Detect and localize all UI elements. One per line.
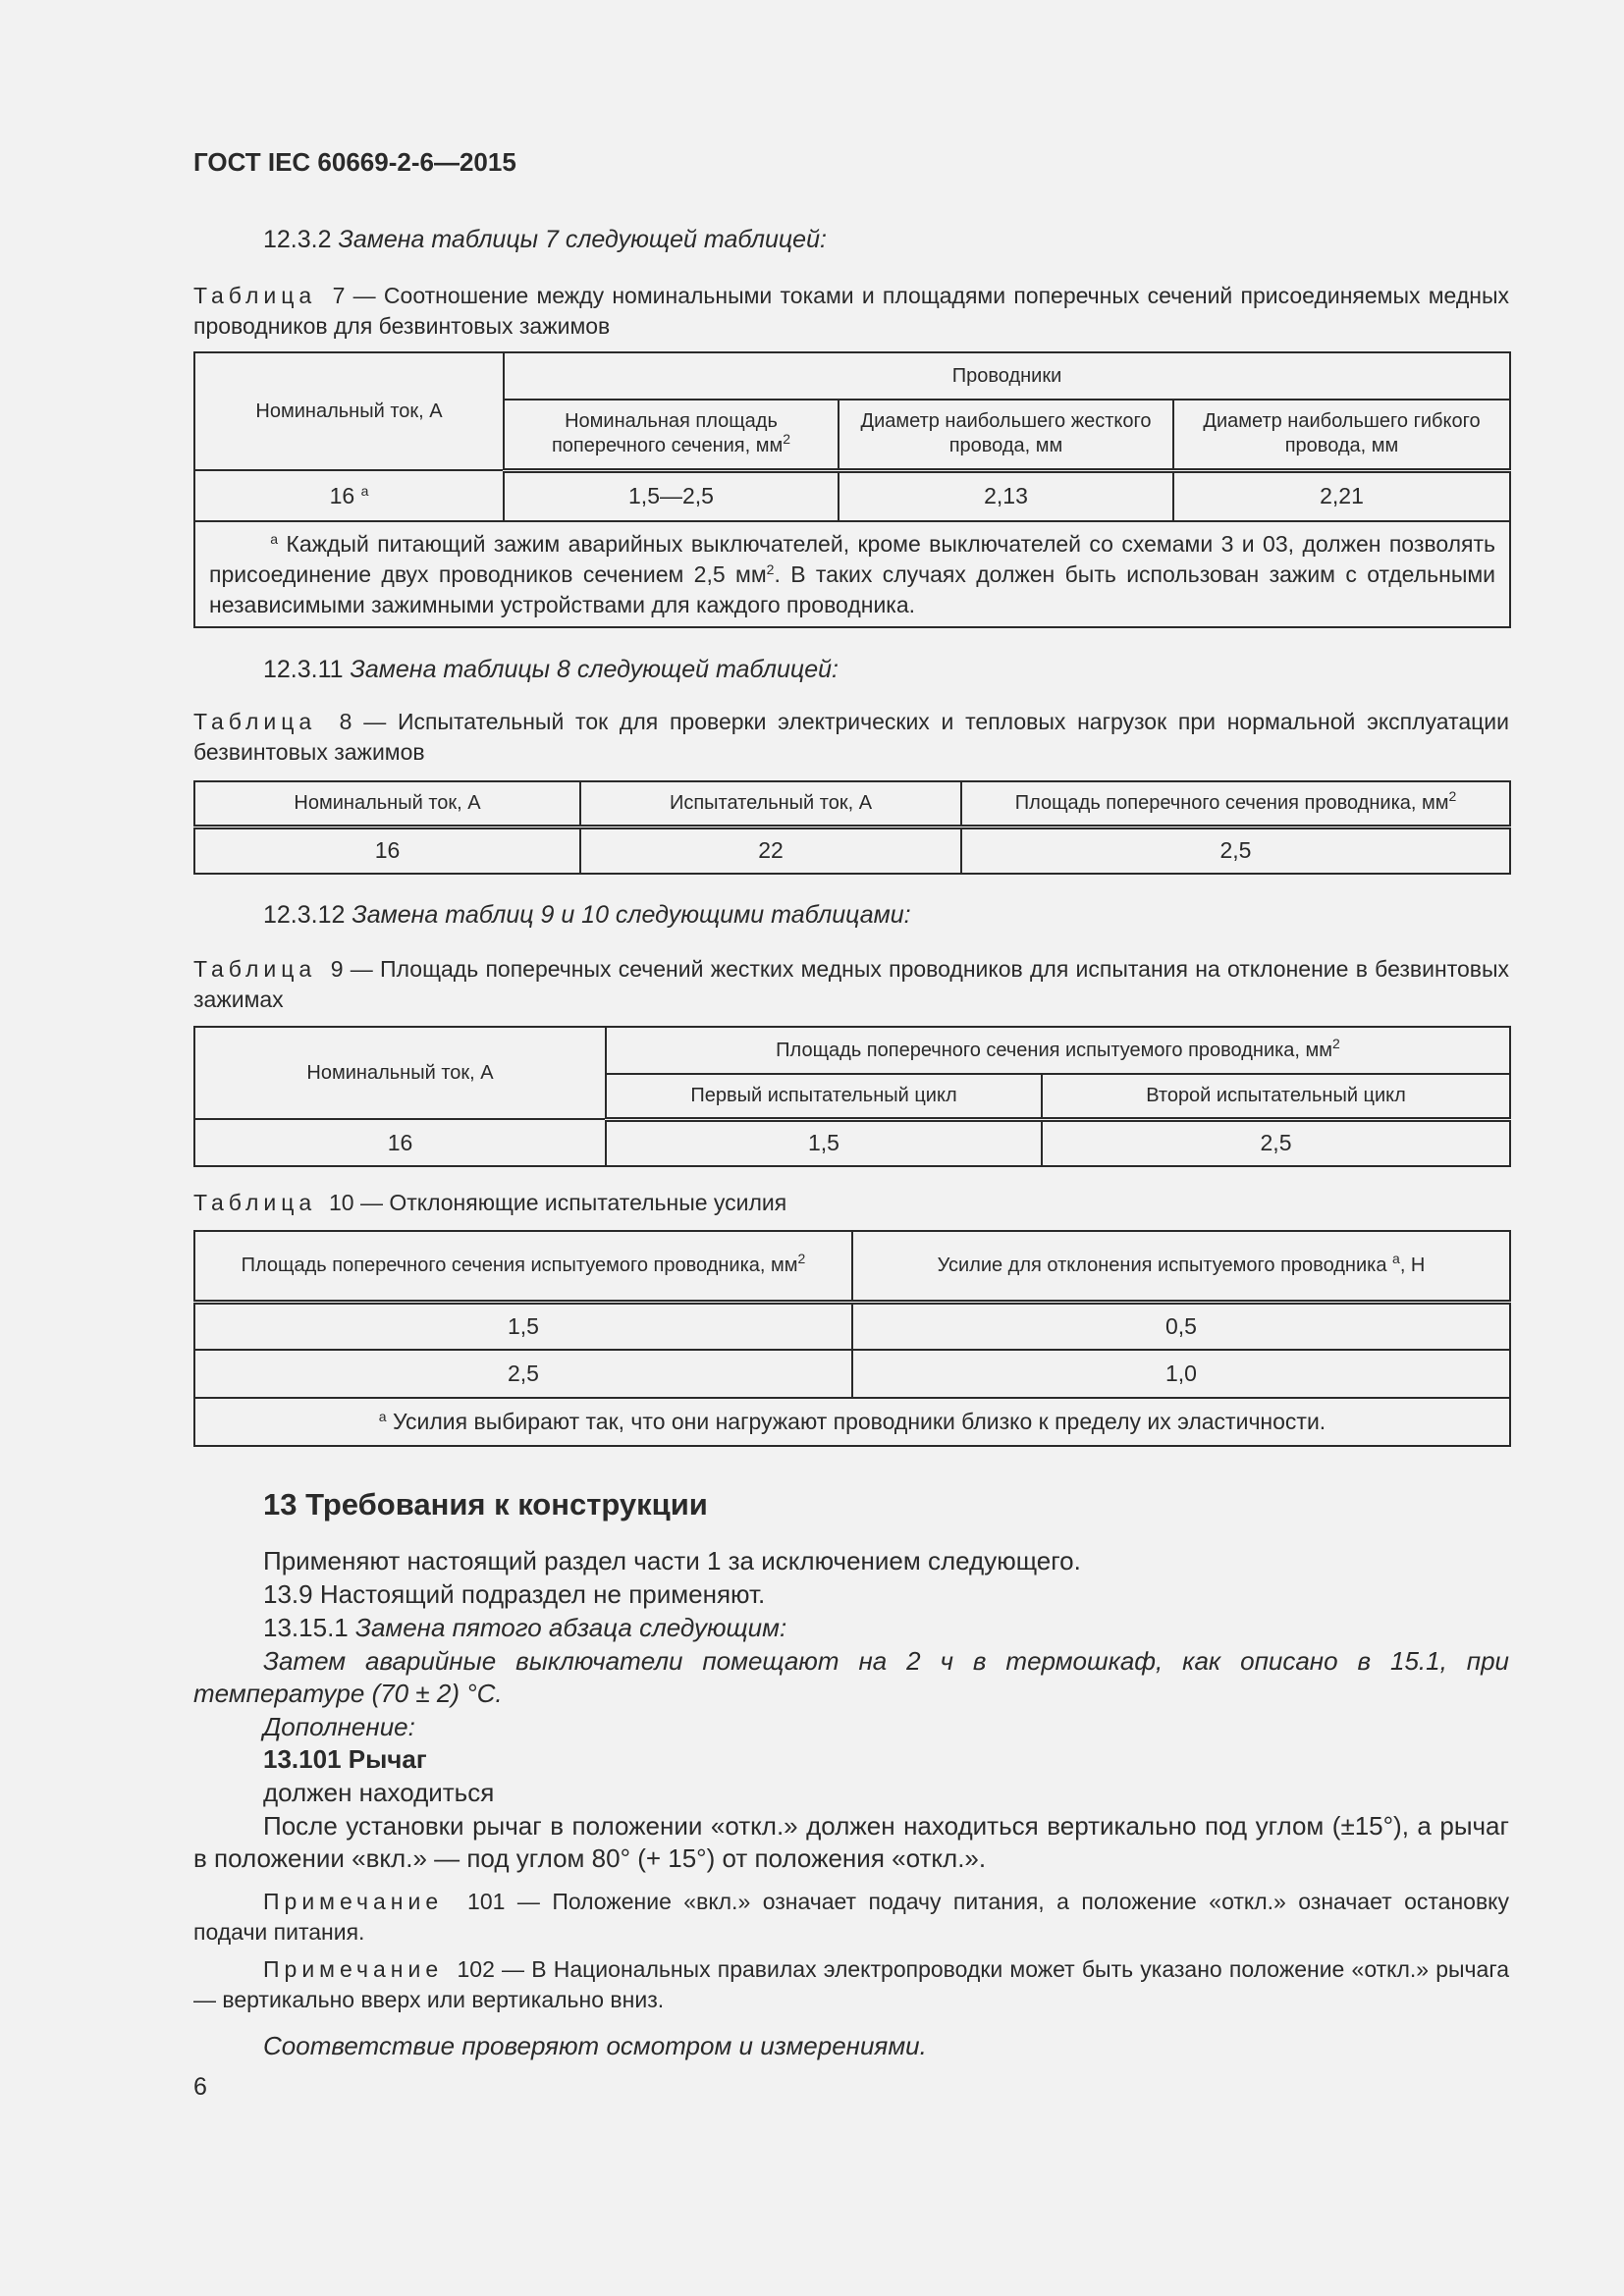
table8-header-test: Испытательный ток, А (580, 781, 961, 827)
table7-header-rigid: Диаметр наибольшего жесткого провода, мм (839, 400, 1173, 470)
paragraph: должен находиться (263, 1778, 495, 1807)
table9-header-nominal: Номинальный ток, А (194, 1027, 606, 1119)
paragraph: Дополнение: (263, 1712, 415, 1741)
table-label: Таблица (193, 956, 317, 982)
subsection-number: 12.3.11 (263, 656, 344, 683)
table9-header-group: Площадь поперечного сечения испытуемого проводника, $мм^2$ (606, 1027, 1510, 1074)
table9-cell-second: 2,5 (1042, 1119, 1510, 1166)
table8-header-nominal: Номинальный ток, А (194, 781, 580, 827)
page-number: 6 (193, 2073, 207, 2101)
table7-cell-current: 16 $^a$ (194, 470, 504, 521)
paragraph: Применяют настоящий раздел части 1 за исключением следующего. (263, 1546, 1081, 1575)
table10-cell-force: 0,5 (852, 1302, 1510, 1350)
table-label: Таблица (193, 1190, 317, 1215)
subsection-12-3-11 (263, 656, 839, 684)
table-label: Таблица (193, 709, 317, 734)
table-row (194, 1302, 1510, 1350)
table8-header-area: Площадь поперечного сечения проводника, $мм^2$ (961, 781, 1510, 827)
table7-header-flex: Диаметр наибольшего гибкого провода, мм (1173, 400, 1510, 470)
subsection-title: Замена таблиц 9 и 10 следующими таблицами: (352, 901, 911, 929)
table8-cell-test: 22 (580, 827, 961, 874)
table10-header-area: Площадь поперечного сечения испытуемого проводника, $мм^2$ (194, 1231, 852, 1302)
table10-header-force: Усилие для отклонения испытуемого проводника $^a$, Н (852, 1231, 1510, 1302)
table-caption-text: 8 — Испытательный ток для проверки электрических и тепловых нагрузок при нормальной эксплуатации безвинтовых зажимов (193, 709, 1509, 765)
table7-cell-rigid: 2,13 (839, 470, 1173, 521)
table8-caption (193, 707, 1509, 768)
table9-cell-first: 1,5 (606, 1119, 1042, 1166)
table-10 (193, 1230, 1511, 1447)
paragraph: Соответствие проверяют осмотром и измерениями. (263, 2031, 927, 2060)
table-caption-text: 9 — Площадь поперечных сечений жестких медных проводников для испытания на отклонение в безвинтовых зажимах (193, 956, 1510, 1012)
table7-cell-flex: 2,21 (1173, 470, 1510, 521)
subsection-12-3-12 (263, 901, 911, 930)
document-header: ГОСТ IEC 60669-2-6—2015 (193, 147, 516, 177)
subsection-number: 12.3.2 (263, 226, 332, 253)
table-9 (193, 1026, 1511, 1167)
table9-header-second: Второй испытательный цикл (1042, 1074, 1510, 1119)
table-row (194, 1119, 1510, 1166)
paragraph: После установки рычаг в положении «откл.» должен находиться вертикально под углом (±15°), а рычаг в положении «вкл.» — под углом 80° (+ 15°) от положения «откл.». (193, 1811, 1509, 1873)
table10-cell-force: 1,0 (852, 1350, 1510, 1398)
table-caption-text: 7 — Соотношение между номинальными токами и площадями поперечных сечений присоединяемых медных проводников для безвинтовых зажимов (193, 283, 1509, 339)
paragraph: 13.9 Настоящий подраздел не применяют. (263, 1579, 766, 1609)
table7-cell-area: 1,5—2,5 (504, 470, 839, 521)
table10-cell-area: 2,5 (194, 1350, 852, 1398)
table-row (194, 1350, 1510, 1398)
table7-footnote: $^a$ Каждый питающий зажим аварийных выключателей, кроме выключателей со схемами 3 и 03, должен позволять присоединение двух проводников сечением 2,5 $мм^2$. В таких случаях должен быть использован зажим с отдельными независимыми зажимными устройствами для каждого проводника. (194, 521, 1510, 627)
table7-header-nominal: Номинальный ток, А (194, 352, 504, 470)
table8-cell-area: 2,5 (961, 827, 1510, 874)
table10-caption (193, 1188, 1509, 1218)
table9-header-first: Первый испытательный цикл (606, 1074, 1042, 1119)
table-8 (193, 780, 1511, 875)
paragraph: Затем аварийные выключатели помещают на 2 ч в термошкаф, как описано в 15.1, при температуре (70 ± 2) °С. (193, 1646, 1509, 1708)
note-101: Примечание 101 — Положение «вкл.» означает подачу питания, а положение «откл.» означает остановку подачи питания. (193, 1889, 1510, 1945)
table10-footnote: $^a$ Усилия выбирают так, что они нагружают проводники близко к пределу их эластичности. (194, 1398, 1510, 1446)
subsection-title: Замена таблицы 8 следующей таблицей: (350, 656, 839, 683)
table10-cell-area: 1,5 (194, 1302, 852, 1350)
table-7 (193, 351, 1511, 628)
table9-cell-nominal: 16 (194, 1119, 606, 1166)
subsection-12-3-2 (263, 226, 827, 254)
subsection-title: Замена таблицы 7 следующей таблицей: (338, 226, 827, 253)
table-label: Таблица (193, 283, 317, 308)
table-caption-text: 10 — Отклоняющие испытательные усилия (328, 1190, 787, 1215)
table9-caption (193, 954, 1509, 1015)
table-row (194, 827, 1510, 874)
table7-caption (193, 281, 1509, 342)
subsection-heading: 13.101 Рычаг (263, 1744, 427, 1774)
paragraph: 13.15.1 Замена пятого абзаца следующим: (263, 1613, 787, 1642)
subsection-number: 12.3.12 (263, 901, 346, 929)
section-13-title: 13 Требования к конструкции (263, 1487, 708, 1522)
table7-header-group: Проводники (504, 352, 1510, 400)
table8-cell-nominal: 16 (194, 827, 580, 874)
note-102: Примечание 102 — В Национальных правилах электропроводки может быть указано положение «откл.» рычага — вертикально вверх или вертикально вниз. (193, 1956, 1510, 2012)
table7-header-area: Номинальная площадь поперечного сечения, $мм^2$ (504, 400, 839, 470)
table-row (194, 470, 1510, 521)
